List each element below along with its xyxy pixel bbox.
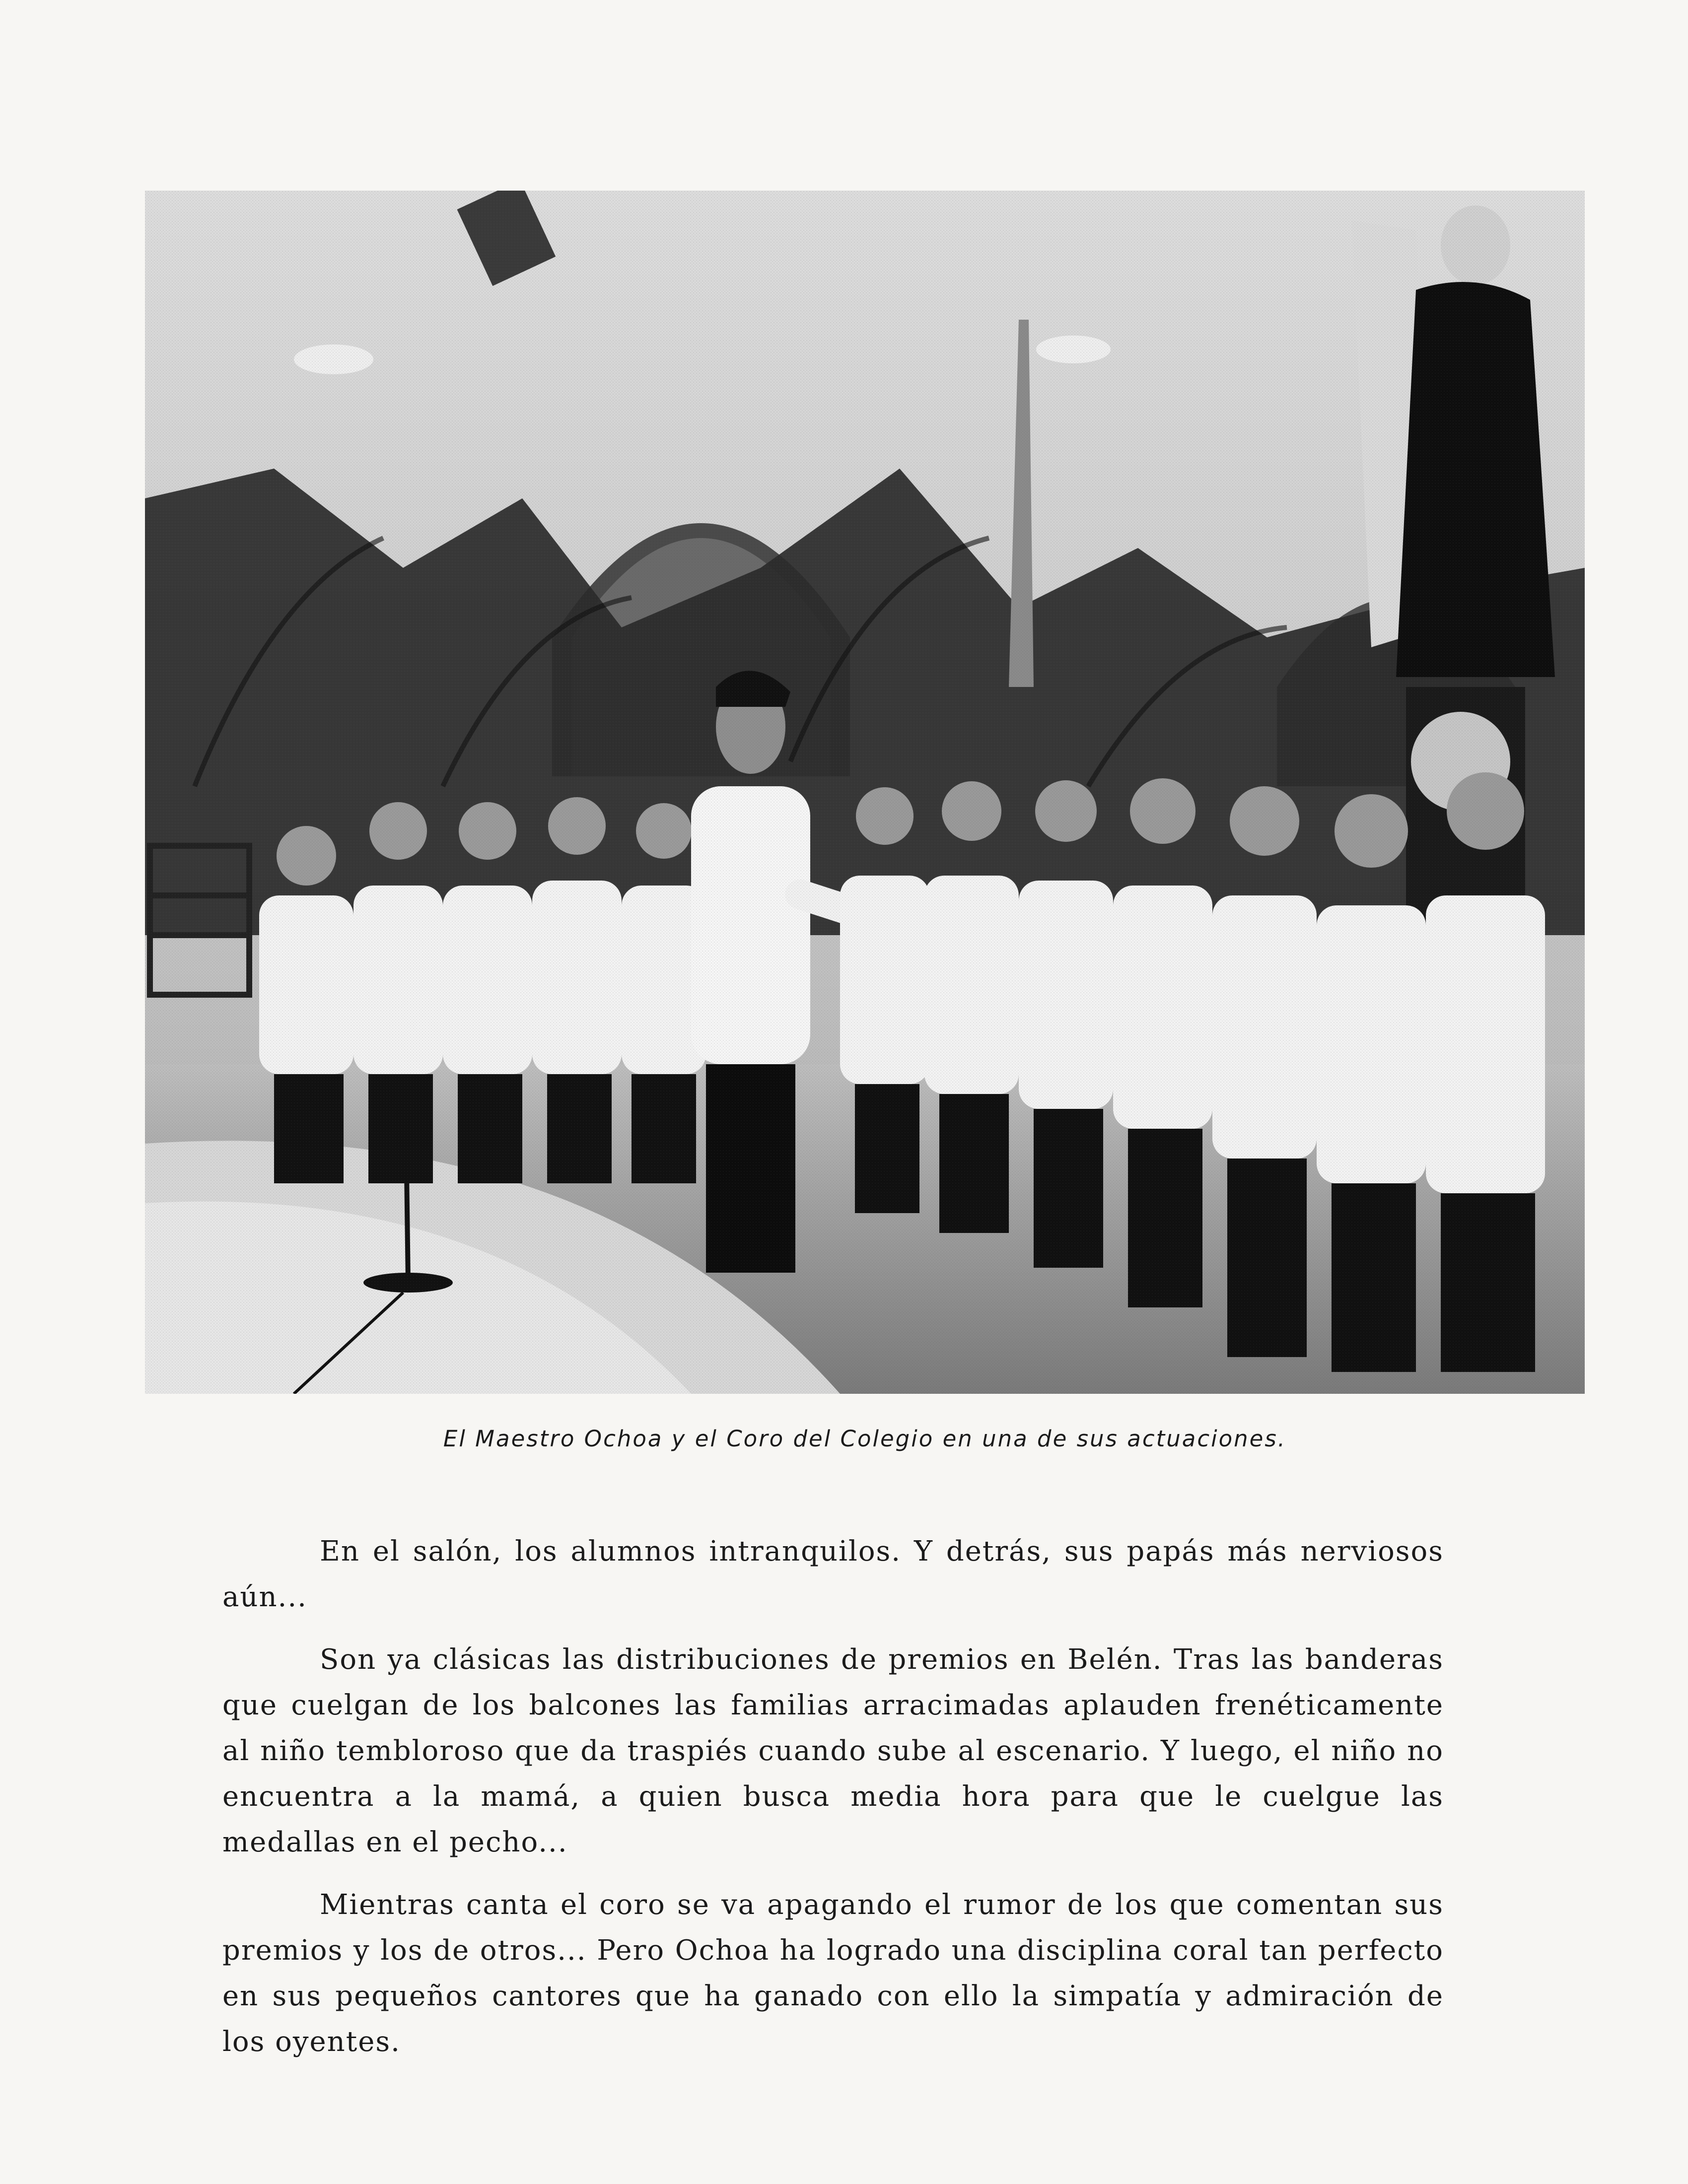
paragraph-1: En el salón, los alumnos intranquilos. Y detrás, sus papás más nerviosos aún... — [222, 1535, 1444, 1613]
paragraph-2: Son ya clásicas las distribuciones de premios en Belén. Tras las banderas que cuelgan de los balcones las familias arracimadas aplauden frenéticamente al niño tembloroso que da traspiés cuando sube al escenario. Y luego, el niño no encuentra a la mamá, a quien busca media hora para que le cuelgue las medallas en el pecho... — [222, 1643, 1444, 1858]
paragraph-3: Mientras canta el coro se va apagando el rumor de los que comentan sus premios y los de otros... Pero Ochoa ha logrado una disciplina coral tan perfecto en sus pequeños cantores que ha ganado con ello la simpatía y admiración de los oyentes. — [222, 1889, 1444, 2058]
body-text — [222, 1529, 1444, 2082]
choir-photograph — [145, 191, 1585, 1394]
photo-caption: El Maestro Ochoa y el Coro del Colegio en una de sus actuaciones. — [443, 1426, 1287, 1452]
